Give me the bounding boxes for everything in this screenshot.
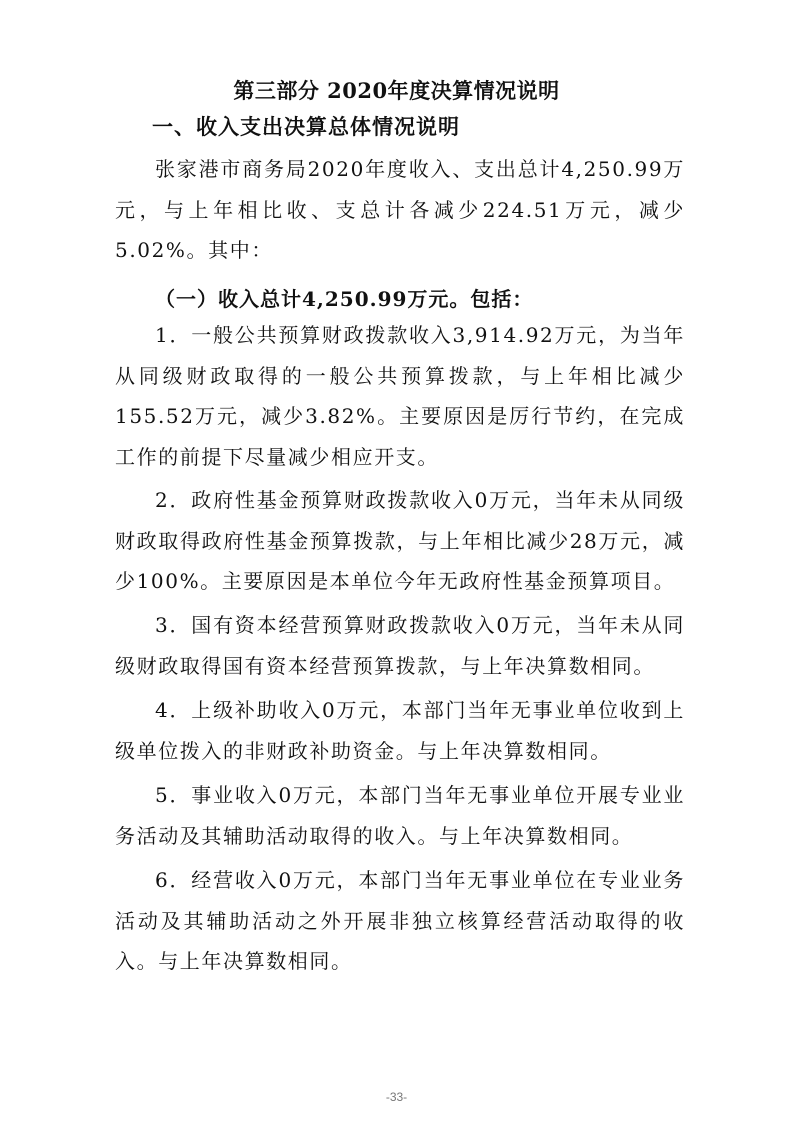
page-number: -33- xyxy=(385,1090,408,1104)
income-item-1: 1．一般公共预算财政拨款收入3,914.92万元，为当年从同级财政取得的一般公共预算拨款，与上年相比减少155.52万元，减少3.82%。主要原因是厉行节约，在完成工作的前提下尽量减少相应开支。 xyxy=(115,323,685,469)
income-item-6: 6．经营收入0万元，本部门当年无事业单位在专业业务活动及其辅助活动之外开展非独立核算经营活动取得的收入。与上年决算数相同。 xyxy=(115,868,685,973)
income-item-3: 3．国有资本经营预算财政拨款收入0万元，当年未从同级财政取得国有资本经营预算拨款，与上年决算数相同。 xyxy=(115,613,685,678)
income-heading: （一）收入总计4,250.99万元。包括： xyxy=(155,287,534,311)
income-item-2: 2．政府性基金预算财政拨款收入0万元，当年未从同级财政取得政府性基金预算拨款，与上年相比减少28万元，减少100%。主要原因是本单位今年无政府性基金预算项目。 xyxy=(115,488,685,593)
section-heading: 一、收入支出决算总体情况说明 xyxy=(152,114,460,139)
page-title: 第三部分 2020年度决算情况说明 xyxy=(233,78,560,103)
income-item-4: 4．上级补助收入0万元，本部门当年无事业单位收到上级单位拨入的非财政补助资金。与上年决算数相同。 xyxy=(115,698,685,763)
intro-paragraph: 张家港市商务局2020年度收入、支出总计4,250.99万元，与上年相比收、支总计各减少224.51万元，减少5.02%。其中： xyxy=(115,157,685,262)
income-item-5: 5．事业收入0万元，本部门当年无事业单位开展专业业务活动及其辅助活动取得的收入。与上年决算数相同。 xyxy=(115,783,685,848)
